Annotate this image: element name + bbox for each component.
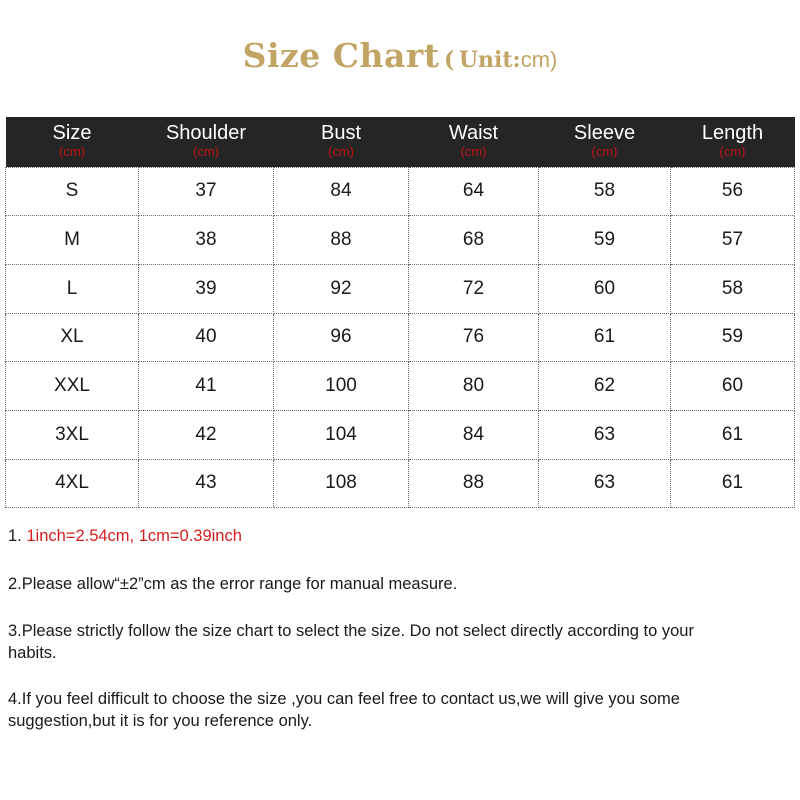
header-label: Waist [448, 122, 499, 144]
table-row [6, 313, 795, 362]
table-row [6, 216, 795, 265]
cell-length: 61 [671, 410, 795, 459]
header-label: Bust [320, 122, 362, 144]
note-line: 3.Please strictly follow the size chart to select the size. Do not select directly according to your [8, 622, 694, 640]
cell-shoulder: 42 [139, 410, 274, 459]
header-unit: (cm) [719, 144, 746, 159]
note-number: 1. [8, 527, 27, 545]
table-row [6, 362, 795, 411]
header-label: Shoulder [165, 122, 247, 144]
cell-sleeve: 58 [539, 167, 671, 216]
cell-shoulder: 43 [139, 459, 274, 508]
title-open-paren: ( [443, 47, 455, 73]
header-label: Sleeve [573, 122, 636, 144]
cell-shoulder: 40 [139, 313, 274, 362]
cell-waist: 64 [409, 167, 539, 216]
cell-bust: 108 [274, 459, 409, 508]
cell-waist: 68 [409, 216, 539, 265]
cell-size: XL [6, 313, 139, 362]
page-title [0, 36, 800, 75]
cell-waist: 88 [409, 459, 539, 508]
note-line: 4.If you feel difficult to choose the size ,you can feel free to contact us,we will give you some [8, 690, 680, 708]
cell-length: 57 [671, 216, 795, 265]
cell-size: 3XL [6, 410, 139, 459]
header-length [671, 117, 795, 167]
cell-waist: 80 [409, 362, 539, 411]
cell-length: 58 [671, 264, 795, 313]
note-error-range: 2.Please allow“±2”cm as the error range for manual measure. [8, 575, 458, 593]
table-header-row [6, 117, 795, 167]
note-line: suggestion,but it is for you reference only. [8, 712, 313, 730]
table-row [6, 264, 795, 313]
cell-bust: 88 [274, 216, 409, 265]
cell-size: S [6, 167, 139, 216]
cell-waist: 76 [409, 313, 539, 362]
cell-length: 56 [671, 167, 795, 216]
size-chart-table [5, 117, 795, 508]
cell-sleeve: 63 [539, 459, 671, 508]
cell-sleeve: 59 [539, 216, 671, 265]
header-unit: (cm) [591, 144, 618, 159]
header-unit: (cm) [193, 144, 219, 159]
title-main: Size Chart [242, 36, 440, 75]
cell-shoulder: 39 [139, 264, 274, 313]
note-follow-chart [8, 620, 788, 664]
cell-size: XXL [6, 362, 139, 411]
table-row [6, 167, 795, 216]
header-bust [274, 117, 409, 167]
cell-sleeve: 63 [539, 410, 671, 459]
header-size [6, 117, 139, 167]
note-conversion-text: 1inch=2.54cm, 1cm=0.39inch [26, 527, 242, 545]
cell-size: 4XL [6, 459, 139, 508]
note-line: habits. [8, 644, 57, 662]
cell-waist: 72 [409, 264, 539, 313]
title-unit-value: cm) [520, 47, 558, 72]
cell-bust: 96 [274, 313, 409, 362]
cell-shoulder: 38 [139, 216, 274, 265]
note-contact [8, 688, 788, 732]
cell-size: M [6, 216, 139, 265]
header-label: Size [52, 122, 92, 144]
header-waist [409, 117, 539, 167]
cell-size: L [6, 264, 139, 313]
cell-bust: 104 [274, 410, 409, 459]
header-label: Length [701, 122, 764, 144]
cell-waist: 84 [409, 410, 539, 459]
cell-bust: 84 [274, 167, 409, 216]
header-unit: (cm) [59, 144, 85, 159]
cell-length: 61 [671, 459, 795, 508]
cell-bust: 92 [274, 264, 409, 313]
cell-length: 59 [671, 313, 795, 362]
cell-length: 60 [671, 362, 795, 411]
note-conversion [8, 525, 788, 547]
cell-sleeve: 60 [539, 264, 671, 313]
title-unit-word: Unit: [458, 47, 521, 73]
header-sleeve [539, 117, 671, 167]
header-unit: (cm) [328, 144, 354, 159]
header-unit: (cm) [460, 144, 487, 159]
cell-shoulder: 37 [139, 167, 274, 216]
cell-shoulder: 41 [139, 362, 274, 411]
table-row [6, 459, 795, 508]
cell-bust: 100 [274, 362, 409, 411]
table-row [6, 410, 795, 459]
cell-sleeve: 61 [539, 313, 671, 362]
cell-sleeve: 62 [539, 362, 671, 411]
header-shoulder [139, 117, 274, 167]
